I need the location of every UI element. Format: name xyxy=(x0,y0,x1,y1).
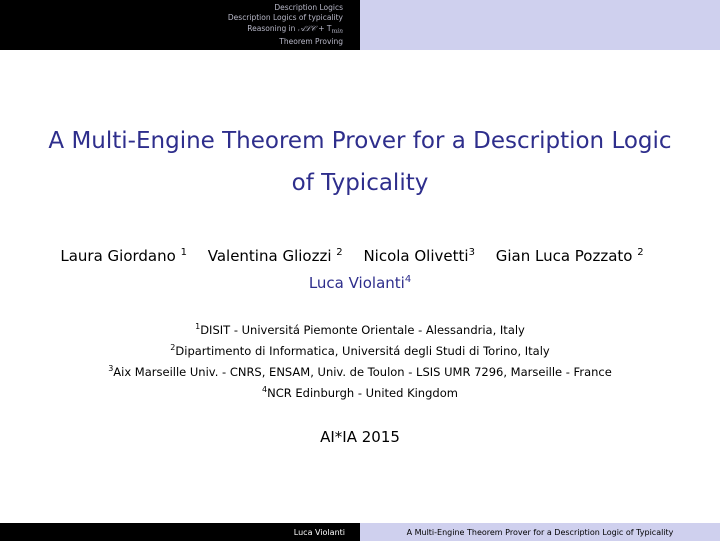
nav-item-reasoning-alc: 𝒜ℒ𝒞 xyxy=(297,23,316,33)
author-affiliation-sup: 2 xyxy=(336,247,343,258)
nav-item-reasoning-min: min xyxy=(331,27,343,35)
author-violanti xyxy=(309,274,411,292)
footer-title: A Multi-Engine Theorem Prover for a Description Logic of Typicality xyxy=(360,523,720,541)
affiliation-sup: 2 xyxy=(170,343,176,352)
footer-bar xyxy=(0,523,720,541)
affiliation-2 xyxy=(20,341,700,362)
author-list xyxy=(50,243,670,297)
affiliation-4 xyxy=(20,383,700,404)
author-name: Valentina Gliozzi xyxy=(207,247,332,265)
author-affiliation-sup: 2 xyxy=(637,247,644,258)
footer-author: Luca Violanti xyxy=(0,523,360,541)
nav-item-reasoning-plus: + xyxy=(318,23,325,33)
author-gliozzi xyxy=(208,247,343,265)
nav-item-description-logics[interactable]: Description Logics xyxy=(274,2,343,12)
nav-item-theorem-proving[interactable]: Theorem Proving xyxy=(279,37,343,46)
affiliation-text: Aix Marseille Univ. - CNRS, ENSAM, Univ. de Toulon - LSIS UMR 7296, Marseille - France xyxy=(113,365,612,379)
nav-item-description-logics-typicality[interactable]: Description Logics of typicality xyxy=(227,13,343,22)
nav-item-reasoning-label: Reasoning in xyxy=(247,23,298,33)
affiliation-sup: 1 xyxy=(195,322,201,331)
author-name: Gian Luca Pozzato xyxy=(495,247,633,265)
conference-label: AI*IA 2015 xyxy=(320,428,400,446)
author-name: Luca Violanti xyxy=(308,274,405,292)
author-olivetti xyxy=(363,247,475,265)
author-name: Nicola Olivetti xyxy=(363,247,469,265)
affiliation-text: DISIT - Universitá Piemonte Orientale - Alessandria, Italy xyxy=(200,323,525,337)
nav-item-reasoning[interactable] xyxy=(247,24,343,38)
affiliation-text: Dipartimento di Informatica, Universitá degli Studi di Torino, Italy xyxy=(175,344,550,358)
author-affiliation-sup: 1 xyxy=(180,247,187,258)
author-pozzato xyxy=(496,247,644,265)
affiliation-3 xyxy=(20,362,700,383)
affiliation-text: NCR Edinburgh - United Kingdom xyxy=(267,386,458,400)
author-name: Laura Giordano xyxy=(60,247,176,265)
affiliation-sup: 4 xyxy=(262,385,268,394)
nav-item-reasoning-t: T xyxy=(326,23,332,33)
section-navigation xyxy=(0,0,360,50)
affiliation-1 xyxy=(20,320,700,341)
header-bar xyxy=(0,0,720,50)
slide-title: A Multi-Engine Theorem Prover for a Description Logic of Typicality xyxy=(48,128,672,196)
author-giordano xyxy=(60,247,187,265)
header-right-panel xyxy=(360,0,720,50)
author-affiliation-sup: 3 xyxy=(468,247,475,258)
affiliation-sup: 3 xyxy=(108,364,114,373)
author-affiliation-sup: 4 xyxy=(404,274,412,285)
affiliation-list xyxy=(20,320,700,404)
